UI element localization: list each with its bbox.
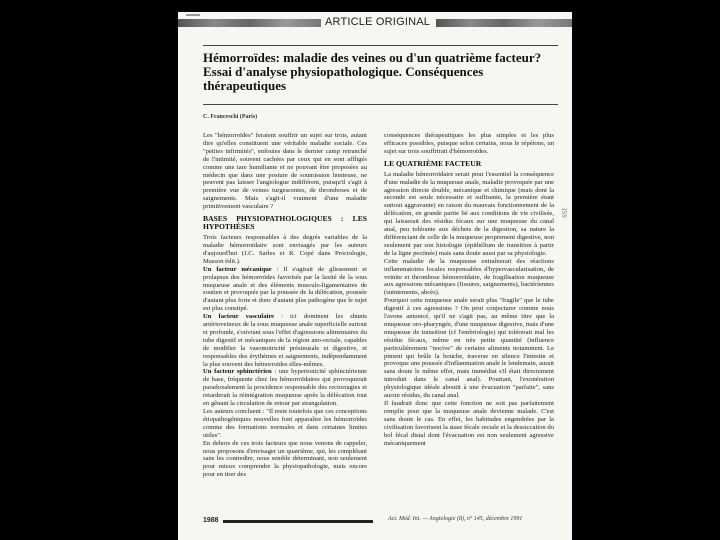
footer-bar [223, 520, 373, 523]
header-bar-right [436, 19, 572, 27]
paragraph: En dehors de ces trois facteurs que nous venons de rappeler, nous proposons d'envisager un quatrième, qui, les complétant sans les contredire, nous semble déterminant, non seulement pour mieux comprendre la physiopathologie, mais encore pour en tirer des [203, 439, 367, 479]
section-heading: BASES PHYSIOPATHOLOGIQUES : LES HYPOTHÈSES [203, 214, 367, 232]
paragraph: Trois facteurs responsables à des degrés variables de la maladie hémorroïdaire sont envisagés par les auteurs d'aujourd'hui (J.C. Sarles et R. Copé dans Proctologie, Masson édit.). [203, 234, 367, 265]
paragraph: Cette maladie de la muqueuse entraînerait des réactions inflammatoires locales responsables d'hypervascularisation, de veinite et thrombose hémorroïdaire, de fragilisation muqueuse aux agressions mécaniques (fissures, saignements), bactériennes (suintements, abcès). [384, 257, 554, 297]
paragraph [203, 313, 367, 368]
paragraph: Les auteurs concluent : "Il reste toutefois que ces conceptions étiopathogéniques nouvelles font apparaître les hémorroïdes comme des formations normales et dans certaines limites utiles". [203, 408, 367, 439]
paragraph: Les "hémorroïdes" feraient souffrir un sujet sur trois, autant dire qu'elles constituent une véritable maladie sociale. Ces "petites infirmités", enfouies dans le dernier camp retranché de l'intimité, souvent cachées par ceux qui en sont affligés comme une tare humiliante et ne pouvant être proposées au médecin que dans une posture de soumission honteuse, ne peuvent pas laisser l'angiologue indifférent, puisqu'il s'agit à première vue de veines turgescentes, de thromboses et de saignements. Mais s'agit-il vraiment d'une maladie primitivement vasculaire ? [203, 132, 367, 211]
paragraph [203, 266, 367, 313]
paragraph: Pourquoi cette muqueuse anale serait plus "fragile" que le tube digestif à ces agressions ? On peut conjecturer comme nous l'avons annoncé, qu'il ne s'agit pas, au même titre que la muqueuse oro-pharyngée, d'une muqueuse digestive, mais d'une muqueuse de transition (cf l'embriologie) qui tolérerait mal les résidus fécaux, même en très petite quantité (influence particulièrement "nocive" de certains aliments notamment. Le piment qui brûle la bouche, traverse en silence l'intestin et provoque une poussée d'inflammation anale le lendemain, aurait sans doute le même effet, mais immédiat s'il était directement introduit dans le canal anal). Pourtant, l'exonération physiologique idéale aboutit à une évacuation "parfaite", sans aucun résidus, du canal anal. [384, 297, 554, 400]
page-number: 1988 [203, 517, 219, 524]
corner-mark [186, 14, 200, 16]
title-rule-bottom [203, 104, 558, 105]
paragraph: conséquences thérapeutiques les plus simples et les plus efficaces possibles, puisque selon certains, nous le répétons, un sujet sur trois souffrirait d'hémorroïdes. [384, 132, 554, 155]
paragraph: Il faudrait donc que cette fonction ne soit pas parfaitement remplie pour que la muqueuse anale devienne malade. C'est sans doute le cas. En effet, les habitudes engendrées par la civilisation favorisent la stase fécale rectale et la dessiccation du bol fécal distal dont l'évacuation est non seulement agressive mécaniquement [384, 400, 554, 447]
factor-label: Un facteur mécanique [203, 265, 272, 273]
journal-citation: Act. Méd. Int. — Angiologie (8), n° 145, décembre 1991 [388, 516, 523, 522]
factor-text: : ici dominent les shunts artérioveineux de la sous muqueuse anale superficielle surtout et profonde, s'ouvrant sous l'effet d'agressions alimentaires du tube digestif et mécaniques de la région ano-rectale, capables de modifier la vasomotricité présinusale et digestive, et responsables des érythèmes et saignements, indépendamment la plus souvent des hémorroïdes elles-mêmes. [203, 313, 367, 368]
section-heading: LE QUATRIÈME FACTEUR [384, 158, 482, 168]
right-column [384, 132, 554, 447]
factor-label: Un facteur vasculaire [203, 313, 275, 321]
paragraph [203, 368, 367, 408]
header-bar-left [178, 19, 321, 27]
scanned-page [178, 12, 572, 540]
factor-text: : une hypertonicité sphinctérienne de base, fréquente chez les hémorroïdaires qui provoquerait paradoxalement la procidence responsable des rectorragies et retarderait la réintégration muqueuse après la défécation tout en gênant la circulation de retour par strangulation. [203, 368, 368, 408]
title-rule-top [203, 45, 558, 46]
article-title: Hémorroïdes: maladie des veines ou d'un quatrième facteur? Essai d'analyse physiopathologique. Conséquences thérapeutiques [203, 50, 542, 93]
section-label: ARTICLE ORIGINAL [325, 16, 431, 28]
author: C. Franceschi (Paris) [203, 114, 258, 120]
paragraph: La maladie hémorroïdaire serait pour l'essentiel la conséquence d'une maladie de la muqueuse anale, maladie provoquée par une agression directe double, mécanique et chimique (mais dont la seconde est seule nécessaire et suffisante, la première étant surtout aggravante) en raison du mauvais fonctionnement de la défécation, en grande partie lié aux conditions de vie civilisée, qui laisserait des résidus fécaux sur une muqueuse du canal anal, peu tolérante aux déchets de la digestion, sa nature la différenciant de celle de la muqueuse proprement digestive, non seulement par son histologie (épithélium de transition à partir de la ligne pectinée) mais sans doute aussi par sa physiologie. [384, 170, 554, 257]
factor-label: Un facteur sphinctérien [203, 368, 272, 376]
margin-mark: ISS [560, 207, 569, 219]
factor-text: : Il s'agirait de glissement et prolapsus des hémorroïdes favorisés par la laxité de la sous muqueuse anale et des éléments musculo-ligamentaires de soutien et provoqués par la poussée de la défécation, poussée d'autant plus forte et donc d'autant plus pathogène que le sujet est plus constipé. [203, 265, 367, 313]
left-column [203, 132, 367, 479]
